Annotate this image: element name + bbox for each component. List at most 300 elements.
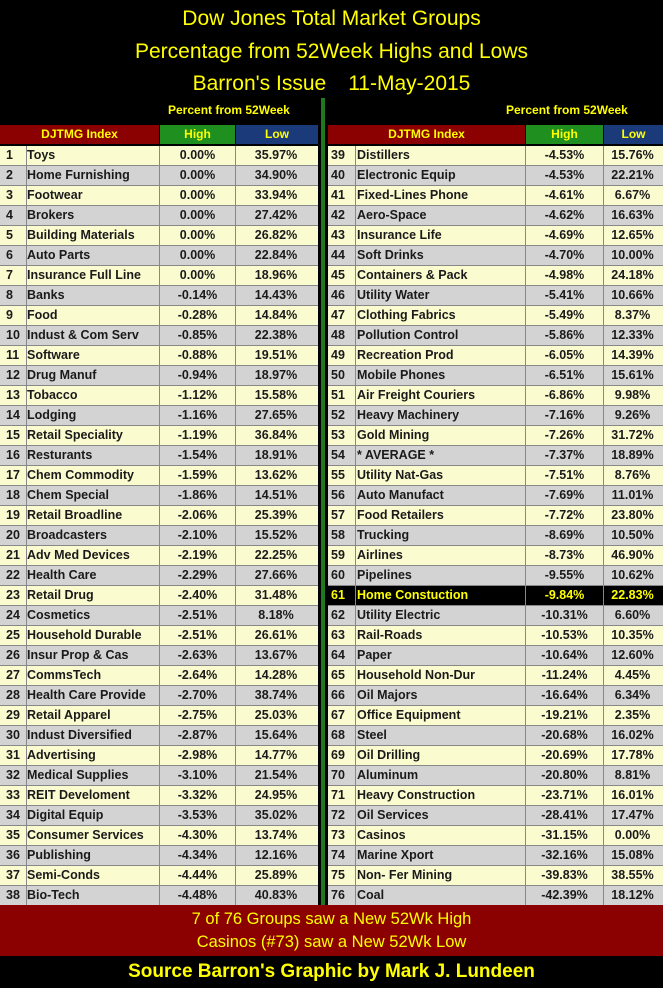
cell-divider bbox=[603, 486, 604, 505]
row-name: Insurance Full Line bbox=[27, 268, 141, 282]
row-high-pct: -4.62% bbox=[544, 208, 585, 222]
table-row bbox=[328, 486, 663, 506]
issue-line bbox=[0, 71, 663, 97]
table-row bbox=[328, 146, 663, 166]
table-row bbox=[0, 166, 318, 186]
row-name: Building Materials bbox=[27, 228, 135, 242]
row-name: Marine Xport bbox=[357, 848, 434, 862]
row-low-pct: 10.35% bbox=[611, 628, 654, 642]
row-name: Retail Speciality bbox=[27, 428, 123, 442]
cell-divider bbox=[355, 186, 356, 205]
row-high-pct: -1.59% bbox=[177, 468, 218, 482]
cell-divider bbox=[355, 626, 356, 645]
cell-divider bbox=[603, 786, 604, 805]
cell-divider bbox=[603, 346, 604, 365]
table-row bbox=[0, 406, 318, 426]
row-high-pct: -4.53% bbox=[544, 148, 585, 162]
cell-divider bbox=[235, 866, 236, 885]
row-rank: 64 bbox=[331, 648, 345, 662]
row-high-pct: -6.86% bbox=[544, 388, 585, 402]
row-name: Indust & Com Serv bbox=[27, 328, 139, 342]
cell-divider bbox=[603, 326, 604, 345]
row-name: Food bbox=[27, 308, 58, 322]
cell-divider bbox=[159, 426, 160, 445]
cell-divider bbox=[159, 486, 160, 505]
cell-divider bbox=[355, 806, 356, 825]
row-rank: 24 bbox=[6, 608, 20, 622]
cell-divider bbox=[26, 386, 27, 405]
page-title: Dow Jones Total Market Groups bbox=[182, 7, 481, 30]
cell-divider bbox=[525, 426, 526, 445]
cell-divider bbox=[26, 866, 27, 885]
table-row bbox=[328, 406, 663, 426]
cell-divider bbox=[525, 446, 526, 465]
table-row bbox=[0, 326, 318, 346]
cell-divider bbox=[26, 566, 27, 585]
table-row bbox=[0, 306, 318, 326]
cell-divider bbox=[603, 746, 604, 765]
cell-divider bbox=[26, 526, 27, 545]
table-row bbox=[0, 226, 318, 246]
table-row bbox=[328, 386, 663, 406]
cell-divider bbox=[235, 846, 236, 865]
footer-line-highs: 7 of 76 Groups saw a New 52Wk High bbox=[191, 910, 472, 928]
cell-divider bbox=[355, 206, 356, 225]
table-row bbox=[0, 246, 318, 266]
low-column-header: Low bbox=[604, 125, 663, 144]
row-rank: 63 bbox=[331, 628, 345, 642]
cell-divider bbox=[525, 546, 526, 565]
cell-divider bbox=[26, 186, 27, 205]
row-low-pct: 22.84% bbox=[254, 248, 298, 262]
row-low-pct: 22.38% bbox=[254, 328, 298, 342]
cell-divider bbox=[525, 466, 526, 485]
cell-divider bbox=[355, 766, 356, 785]
cell-divider bbox=[525, 526, 526, 545]
left-table bbox=[0, 98, 318, 906]
cell-divider bbox=[525, 706, 526, 725]
cell-divider bbox=[603, 866, 604, 885]
cell-divider bbox=[159, 806, 160, 825]
cell-divider bbox=[26, 506, 27, 525]
row-rank: 20 bbox=[6, 528, 20, 542]
cell-divider bbox=[159, 266, 160, 285]
table-row bbox=[0, 486, 318, 506]
cell-divider bbox=[603, 506, 604, 525]
row-rank: 21 bbox=[6, 548, 20, 562]
row-rank: 31 bbox=[6, 748, 20, 762]
row-low-pct: 15.08% bbox=[611, 848, 654, 862]
low-column-header: Low bbox=[236, 125, 318, 144]
issue-date: 11-May-2015 bbox=[348, 72, 471, 95]
row-low-pct: 31.48% bbox=[254, 588, 298, 602]
table-row bbox=[328, 346, 663, 366]
cell-divider bbox=[525, 506, 526, 525]
cell-divider bbox=[159, 766, 160, 785]
cell-divider bbox=[26, 286, 27, 305]
row-rank: 35 bbox=[6, 828, 20, 842]
cell-divider bbox=[26, 646, 27, 665]
cell-divider bbox=[159, 306, 160, 325]
row-low-pct: 10.66% bbox=[611, 288, 654, 302]
cell-divider bbox=[235, 746, 236, 765]
cell-divider bbox=[159, 326, 160, 345]
table-row bbox=[328, 786, 663, 806]
row-name: Consumer Services bbox=[27, 828, 144, 842]
row-high-pct: -2.06% bbox=[177, 508, 218, 522]
row-high-pct: -28.41% bbox=[541, 808, 588, 822]
cell-divider bbox=[235, 646, 236, 665]
title-block bbox=[0, 0, 663, 98]
row-high-pct: -7.26% bbox=[544, 428, 585, 442]
row-rank: 36 bbox=[6, 848, 20, 862]
row-high-pct: -2.64% bbox=[177, 668, 218, 682]
row-low-pct: 15.76% bbox=[611, 148, 654, 162]
row-rank: 6 bbox=[6, 248, 13, 262]
row-rank: 4 bbox=[6, 208, 13, 222]
row-name: Tobacco bbox=[27, 388, 78, 402]
row-high-pct: -2.19% bbox=[177, 548, 218, 562]
row-rank: 33 bbox=[6, 788, 20, 802]
row-low-pct: 25.03% bbox=[254, 708, 298, 722]
row-high-pct: -2.98% bbox=[177, 748, 218, 762]
row-rank: 61 bbox=[331, 588, 345, 602]
cell-divider bbox=[235, 726, 236, 745]
cell-divider bbox=[26, 586, 27, 605]
table-row bbox=[328, 746, 663, 766]
row-low-pct: 12.16% bbox=[254, 848, 298, 862]
cell-divider bbox=[355, 726, 356, 745]
cell-divider bbox=[525, 586, 526, 605]
cell-divider bbox=[159, 686, 160, 705]
row-name: Resturants bbox=[27, 448, 93, 462]
index-column-header: DJTMG Index bbox=[0, 125, 159, 144]
cell-divider bbox=[26, 486, 27, 505]
percent-group-header: Percent from 52Week bbox=[506, 103, 628, 117]
table-row bbox=[328, 566, 663, 586]
cell-divider bbox=[26, 206, 27, 225]
table-row bbox=[0, 706, 318, 726]
row-high-pct: -7.37% bbox=[544, 448, 585, 462]
row-high-pct: -2.70% bbox=[177, 688, 218, 702]
row-name: Digital Equip bbox=[27, 808, 104, 822]
cell-divider bbox=[525, 606, 526, 625]
table-row bbox=[328, 766, 663, 786]
cell-divider bbox=[525, 806, 526, 825]
cell-divider bbox=[26, 546, 27, 565]
row-low-pct: 14.77% bbox=[254, 748, 298, 762]
row-low-pct: 40.83% bbox=[254, 888, 298, 902]
row-name: Clothing Fabrics bbox=[357, 308, 456, 322]
row-low-pct: 10.62% bbox=[611, 568, 654, 582]
footer-banner bbox=[0, 905, 663, 956]
cell-divider bbox=[235, 766, 236, 785]
cell-divider bbox=[26, 686, 27, 705]
row-high-pct: -20.80% bbox=[541, 768, 588, 782]
row-low-pct: 25.89% bbox=[254, 868, 298, 882]
row-high-pct: -6.51% bbox=[544, 368, 585, 382]
row-name: Pipelines bbox=[357, 568, 412, 582]
row-high-pct: -3.32% bbox=[177, 788, 218, 802]
row-low-pct: 24.95% bbox=[254, 788, 298, 802]
row-rank: 62 bbox=[331, 608, 345, 622]
cell-divider bbox=[159, 826, 160, 845]
row-high-pct: -2.51% bbox=[177, 628, 218, 642]
row-high-pct: 0.00% bbox=[179, 248, 216, 262]
row-low-pct: 19.51% bbox=[254, 348, 298, 362]
row-rank: 57 bbox=[331, 508, 345, 522]
cell-divider bbox=[26, 406, 27, 425]
row-high-pct: -7.72% bbox=[544, 508, 585, 522]
row-low-pct: 16.63% bbox=[611, 208, 654, 222]
row-high-pct: 0.00% bbox=[179, 148, 216, 162]
cell-divider bbox=[26, 166, 27, 185]
row-high-pct: -32.16% bbox=[541, 848, 588, 862]
cell-divider bbox=[159, 386, 160, 405]
row-low-pct: 12.65% bbox=[611, 228, 654, 242]
row-low-pct: 6.34% bbox=[614, 688, 651, 702]
cell-divider bbox=[603, 806, 604, 825]
cell-divider bbox=[525, 846, 526, 865]
row-rank: 2 bbox=[6, 168, 13, 182]
row-high-pct: -31.15% bbox=[541, 828, 588, 842]
row-high-pct: -39.83% bbox=[541, 868, 588, 882]
row-high-pct: 0.00% bbox=[179, 268, 216, 282]
cell-divider bbox=[603, 466, 604, 485]
row-name: Non- Fer Mining bbox=[357, 868, 453, 882]
row-name: Adv Med Devices bbox=[27, 548, 130, 562]
cell-divider bbox=[355, 386, 356, 405]
row-high-pct: -1.54% bbox=[177, 448, 218, 462]
row-low-pct: 14.43% bbox=[254, 288, 298, 302]
row-high-pct: -9.55% bbox=[544, 568, 585, 582]
cell-divider bbox=[355, 166, 356, 185]
cell-divider bbox=[159, 406, 160, 425]
cell-divider bbox=[355, 146, 356, 165]
table-row bbox=[0, 446, 318, 466]
row-rank: 70 bbox=[331, 768, 345, 782]
row-high-pct: -0.88% bbox=[177, 348, 218, 362]
row-name: Food Retailers bbox=[357, 508, 444, 522]
row-name: * AVERAGE * bbox=[357, 448, 435, 462]
row-low-pct: 14.51% bbox=[254, 488, 298, 502]
row-rank: 52 bbox=[331, 408, 345, 422]
cell-divider bbox=[525, 286, 526, 305]
row-high-pct: -4.30% bbox=[177, 828, 218, 842]
cell-divider bbox=[159, 566, 160, 585]
row-high-pct: -0.85% bbox=[177, 328, 218, 342]
cell-divider bbox=[603, 626, 604, 645]
rows-right bbox=[328, 146, 663, 906]
row-name: Health Care bbox=[27, 568, 97, 582]
row-name: Heavy Machinery bbox=[357, 408, 460, 422]
cell-divider bbox=[235, 226, 236, 245]
row-high-pct: -19.21% bbox=[541, 708, 588, 722]
row-low-pct: 6.67% bbox=[614, 188, 651, 202]
row-low-pct: 15.61% bbox=[611, 368, 654, 382]
row-name: Steel bbox=[357, 728, 387, 742]
row-low-pct: 0.00% bbox=[614, 828, 651, 842]
cell-divider bbox=[235, 586, 236, 605]
table-row bbox=[328, 606, 663, 626]
row-rank: 47 bbox=[331, 308, 345, 322]
table-row bbox=[0, 186, 318, 206]
row-rank: 23 bbox=[6, 588, 20, 602]
row-high-pct: -7.51% bbox=[544, 468, 585, 482]
row-name: Chem Commodity bbox=[27, 468, 134, 482]
row-rank: 7 bbox=[6, 268, 13, 282]
cell-divider bbox=[235, 466, 236, 485]
cell-divider bbox=[525, 666, 526, 685]
row-rank: 48 bbox=[331, 328, 345, 342]
row-rank: 9 bbox=[6, 308, 13, 322]
row-rank: 49 bbox=[331, 348, 345, 362]
cell-divider bbox=[525, 246, 526, 265]
row-rank: 27 bbox=[6, 668, 20, 682]
cell-divider bbox=[355, 446, 356, 465]
cell-divider bbox=[159, 626, 160, 645]
cell-divider bbox=[355, 226, 356, 245]
row-low-pct: 8.76% bbox=[614, 468, 651, 482]
row-low-pct: 25.39% bbox=[254, 508, 298, 522]
row-low-pct: 35.97% bbox=[254, 148, 298, 162]
row-high-pct: -2.87% bbox=[177, 728, 218, 742]
row-rank: 43 bbox=[331, 228, 345, 242]
row-rank: 25 bbox=[6, 628, 20, 642]
cell-divider bbox=[355, 746, 356, 765]
row-rank: 8 bbox=[6, 288, 13, 302]
cell-divider bbox=[355, 326, 356, 345]
row-rank: 13 bbox=[6, 388, 20, 402]
row-name: Oil Drilling bbox=[357, 748, 421, 762]
table-row bbox=[0, 466, 318, 486]
row-rank: 3 bbox=[6, 188, 13, 202]
row-name: Aluminum bbox=[357, 768, 419, 782]
cell-divider bbox=[603, 586, 604, 605]
row-name: Bio-Tech bbox=[27, 888, 80, 902]
cell-divider bbox=[235, 666, 236, 685]
cell-divider bbox=[235, 426, 236, 445]
row-high-pct: -8.73% bbox=[544, 548, 585, 562]
cell-divider bbox=[26, 346, 27, 365]
row-low-pct: 38.74% bbox=[254, 688, 298, 702]
cell-divider bbox=[26, 886, 27, 905]
cell-divider bbox=[525, 686, 526, 705]
table-row bbox=[0, 766, 318, 786]
table-row bbox=[0, 606, 318, 626]
table-row bbox=[328, 506, 663, 526]
table-row bbox=[328, 326, 663, 346]
row-rank: 41 bbox=[331, 188, 345, 202]
row-rank: 69 bbox=[331, 748, 345, 762]
table-row bbox=[0, 746, 318, 766]
row-rank: 29 bbox=[6, 708, 20, 722]
source-credit: Source Barron's Graphic by Mark J. Lundeen bbox=[128, 961, 535, 982]
row-low-pct: 14.28% bbox=[254, 668, 298, 682]
cell-divider bbox=[603, 726, 604, 745]
table-row bbox=[0, 366, 318, 386]
cell-divider bbox=[355, 286, 356, 305]
right-table bbox=[328, 98, 663, 906]
row-name: Heavy Construction bbox=[357, 788, 476, 802]
row-rank: 10 bbox=[6, 328, 20, 342]
cell-divider bbox=[525, 486, 526, 505]
row-rank: 15 bbox=[6, 428, 20, 442]
row-low-pct: 18.96% bbox=[254, 268, 298, 282]
table-row bbox=[328, 526, 663, 546]
row-high-pct: -0.94% bbox=[177, 368, 218, 382]
cell-divider bbox=[159, 726, 160, 745]
cell-divider bbox=[26, 306, 27, 325]
table-row bbox=[328, 186, 663, 206]
row-rank: 11 bbox=[6, 348, 20, 362]
cell-divider bbox=[603, 606, 604, 625]
row-high-pct: -2.29% bbox=[177, 568, 218, 582]
row-rank: 26 bbox=[6, 648, 20, 662]
row-low-pct: 18.12% bbox=[611, 888, 654, 902]
row-rank: 66 bbox=[331, 688, 345, 702]
row-low-pct: 34.90% bbox=[254, 168, 298, 182]
table-row bbox=[328, 846, 663, 866]
table-row bbox=[328, 686, 663, 706]
row-rank: 5 bbox=[6, 228, 13, 242]
cell-divider bbox=[525, 266, 526, 285]
row-rank: 12 bbox=[6, 368, 20, 382]
table-row bbox=[0, 686, 318, 706]
cell-divider bbox=[26, 426, 27, 445]
row-name: Medical Supplies bbox=[27, 768, 129, 782]
row-low-pct: 14.84% bbox=[254, 308, 298, 322]
row-low-pct: 17.47% bbox=[611, 808, 654, 822]
row-name: Trucking bbox=[357, 528, 410, 542]
cell-divider bbox=[603, 226, 604, 245]
cell-divider bbox=[603, 706, 604, 725]
cell-divider bbox=[235, 886, 236, 905]
cell-divider bbox=[26, 726, 27, 745]
row-rank: 14 bbox=[6, 408, 20, 422]
row-low-pct: 38.55% bbox=[611, 868, 654, 882]
row-high-pct: -1.86% bbox=[177, 488, 218, 502]
table-row bbox=[0, 666, 318, 686]
table-row bbox=[0, 786, 318, 806]
row-low-pct: 11.01% bbox=[611, 488, 654, 502]
table-row bbox=[328, 646, 663, 666]
table-header-left bbox=[0, 98, 318, 146]
cell-divider bbox=[355, 406, 356, 425]
cell-divider bbox=[235, 286, 236, 305]
cell-divider bbox=[355, 366, 356, 385]
table-row bbox=[328, 826, 663, 846]
cell-divider bbox=[159, 206, 160, 225]
row-name: Casinos bbox=[357, 828, 406, 842]
cell-divider bbox=[235, 346, 236, 365]
table-row bbox=[0, 866, 318, 886]
row-high-pct: 0.00% bbox=[179, 228, 216, 242]
cell-divider bbox=[235, 406, 236, 425]
cell-divider bbox=[235, 826, 236, 845]
row-low-pct: 16.02% bbox=[611, 728, 654, 742]
row-name: Coal bbox=[357, 888, 385, 902]
row-name: Footwear bbox=[27, 188, 83, 202]
row-rank: 37 bbox=[6, 868, 20, 882]
row-name: Electronic Equip bbox=[357, 168, 456, 182]
row-high-pct: -7.16% bbox=[544, 408, 585, 422]
cell-divider bbox=[26, 826, 27, 845]
row-low-pct: 33.94% bbox=[254, 188, 298, 202]
row-low-pct: 27.66% bbox=[254, 568, 298, 582]
row-high-pct: -1.12% bbox=[177, 388, 218, 402]
row-name: Oil Services bbox=[357, 808, 429, 822]
